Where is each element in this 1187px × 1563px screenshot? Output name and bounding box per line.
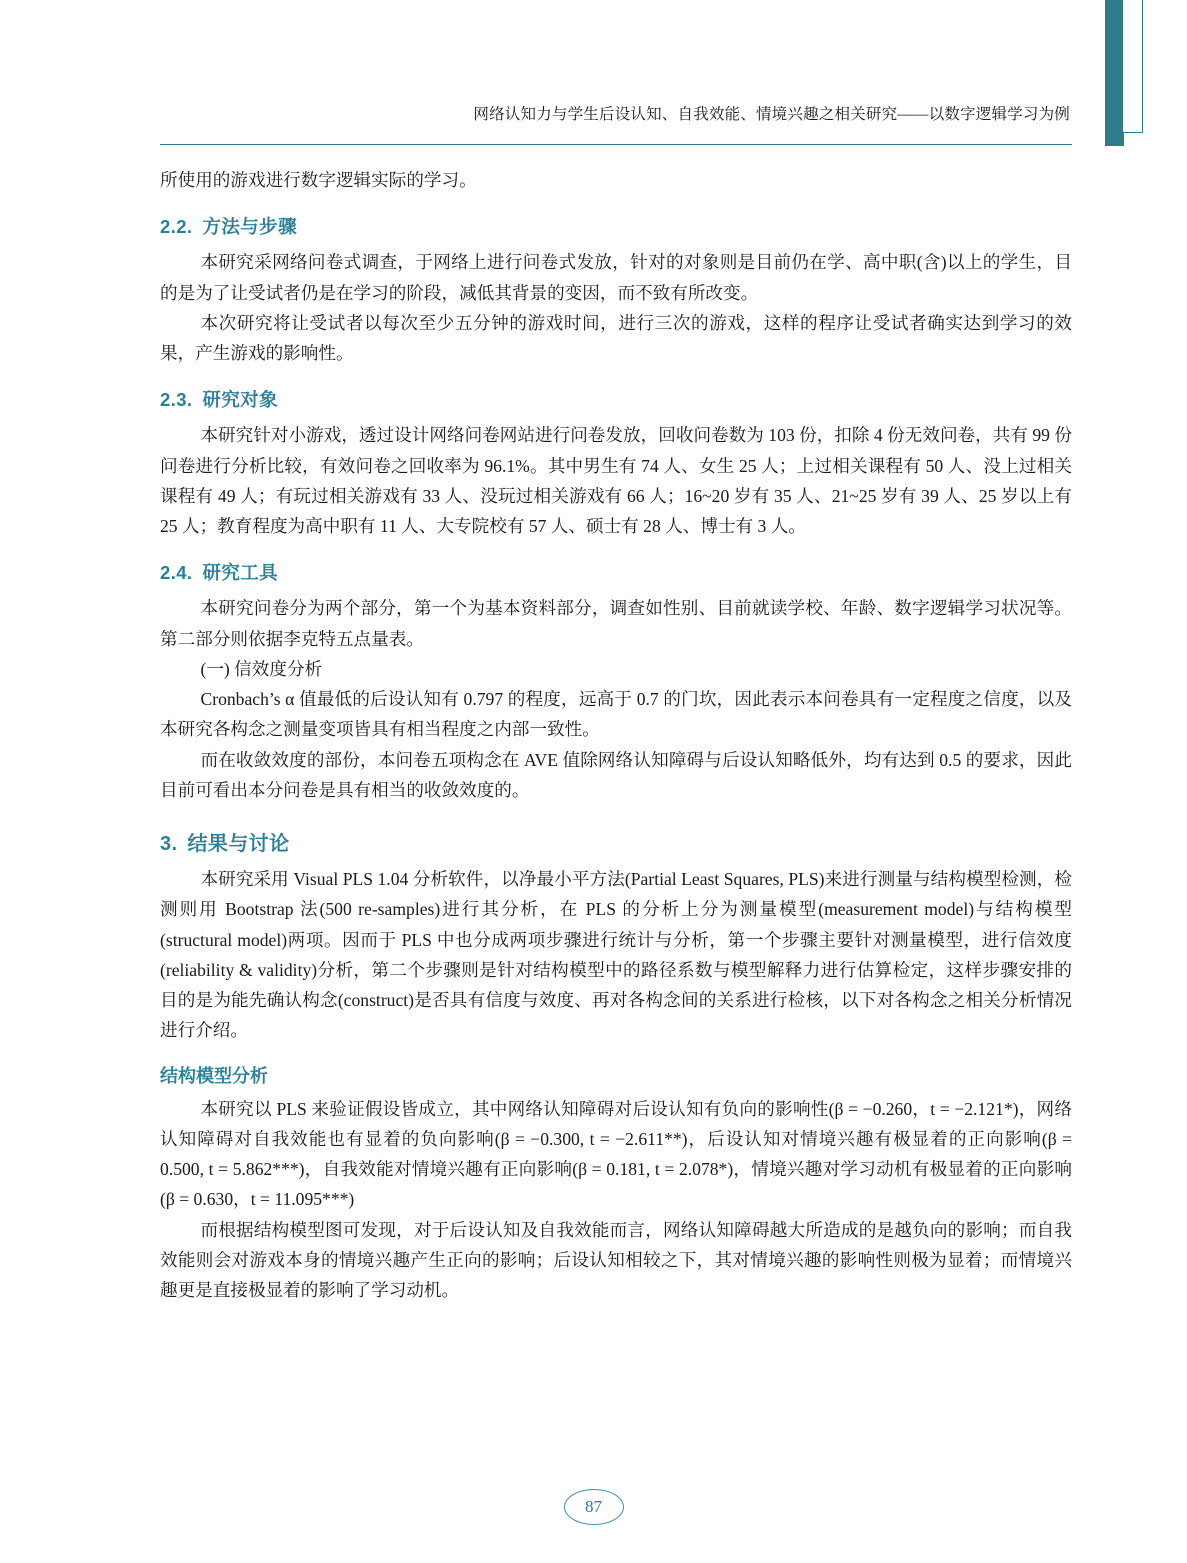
paragraph: 本研究针对小游戏，透过设计网络问卷网站进行问卷发放，回收问卷数为 103 份，扣除 4 份无效问卷，共有 99 份问卷进行分析比较，有效问卷之回收率为 96.1%。其中男生有 74 人、女生 25 人；上过相关课程有 50 人、没上过相关课程有 49 人；有玩过相关游戏有 33 人、没玩过相关游戏有 66 人；16~20 岁有 35 人、21~25 岁有 39 人、25 岁以上有 25 人；教育程度为高中职有 11 人、大专院校有 57 人、硕士有 28 人、博士有 3 人。 — [160, 425, 1072, 536]
running-head-text: 网络认知力与学生后设认知、自我效能、情境兴趣之相关研究——以数字逻辑学习为例 — [473, 106, 1070, 123]
opening-paragraph: 所使用的游戏进行数字逻辑实际的学习。 — [160, 170, 477, 190]
section-heading-2-2 — [160, 213, 1072, 239]
decorative-edge-bar-inner — [1122, 0, 1143, 133]
page-number-badge: 87 — [564, 1489, 624, 1525]
paragraph: 而在收敛效度的部份，本问卷五项构念在 AVE 值除网络认知障碍与后设认知略低外，均有达到 0.5 的要求，因此目前可看出本分问卷是具有相当的收敛效度的。 — [160, 749, 1072, 800]
running-head — [160, 104, 1070, 126]
section-title: 研究工具 — [202, 562, 279, 584]
header-divider — [160, 144, 1072, 145]
paragraph: 本次研究将让受试者以每次至少五分钟的游戏时间，进行三次的游戏，这样的程序让受试者确实达到学习的效果，产生游戏的影响性。 — [160, 312, 1072, 363]
subsection-heading-structural-model: 结构模型分析 — [160, 1065, 268, 1086]
section-number: 2.4. — [160, 562, 193, 584]
paragraph: 本研究以 PLS 来验证假设皆成立，其中网络认知障碍对后设认知有负向的影响性(β = −0.260，t = −2.121*)，网络认知障碍对自我效能也有显着的负向影响(β = −0.300, t = −2.611**)，后设认知对情境兴趣有极显着的正向影响(β = 0.500, t = 5.862***)，自我效能对情境兴趣有正向影响(β = 0.181, t = 2.078*)，情境兴趣对学习动机有极显着的正向影响(β = 0.630，t = 11.095***) — [160, 1098, 1072, 1210]
section-title: 研究对象 — [202, 389, 279, 411]
section-number: 2.2. — [160, 216, 193, 238]
section-title: 方法与步骤 — [202, 216, 297, 238]
section-title: 结果与讨论 — [187, 833, 290, 855]
paragraph: Cronbach’s α 值最低的后设认知有 0.797 的程度，远高于 0.7 的门坎，因此表示本问卷具有一定程度之信度，以及本研究各构念之测量变项皆具有相当程度之内部一致性。 — [160, 689, 1072, 740]
section-heading-3 — [160, 827, 1072, 856]
paragraph: 本研究采用 Visual PLS 1.04 分析软件，以净最小平方法(Partial Least Squares, PLS)来进行测量与结构模型检测，检测则用 Bootstrap 法(500 re-samples)进行其分析，在 PLS 的分析上分为测量模型(measurement model)与结构模型(structural model)两项。因而于 PLS 中也分成两项步骤进行统计与分析，第一个步骤主要针对测量模型，进行信效度(reliability & validity)分析，第二个步骤则是针对结构模型中的路径系数与模型解释力进行估算检定，这样步骤安排的目的是为能先确认构念(construct)是否具有信度与效度、再对各构念间的关系进行检核，以下对各构念之相关分析情况进行介绍。 — [160, 869, 1072, 1041]
section-heading-2-4 — [160, 559, 1072, 585]
paragraph: 本研究问卷分为两个部分，第一个为基本资料部分，调查如性别、目前就读学校、年龄、数字逻辑学习状况等。第二部分则依据李克特五点量表。 — [160, 598, 1072, 649]
page-content — [160, 165, 1072, 1305]
section-number: 3. — [160, 833, 178, 855]
paragraph: 而根据结构模型图可发现，对于后设认知及自我效能而言，网络认知障碍越大所造成的是越负向的影响；而自我效能则会对游戏本身的情境兴趣产生正向的影响；后设认知相较之下，其对情境兴趣的影响性则极为显着；而情境兴趣更是直接极显着的影响了学习动机。 — [160, 1219, 1072, 1300]
paragraph: 本研究采网络问卷式调查，于网络上进行问卷式发放，针对的对象则是目前仍在学、高中职(含)以上的学生，目的是为了让受试者仍是在学习的阶段，减低其背景的变因，而不致有所改变。 — [160, 252, 1072, 303]
section-heading-2-3 — [160, 386, 1072, 412]
paragraph-subitem-label: (一) 信效度分析 — [200, 658, 323, 679]
section-number: 2.3. — [160, 389, 193, 411]
